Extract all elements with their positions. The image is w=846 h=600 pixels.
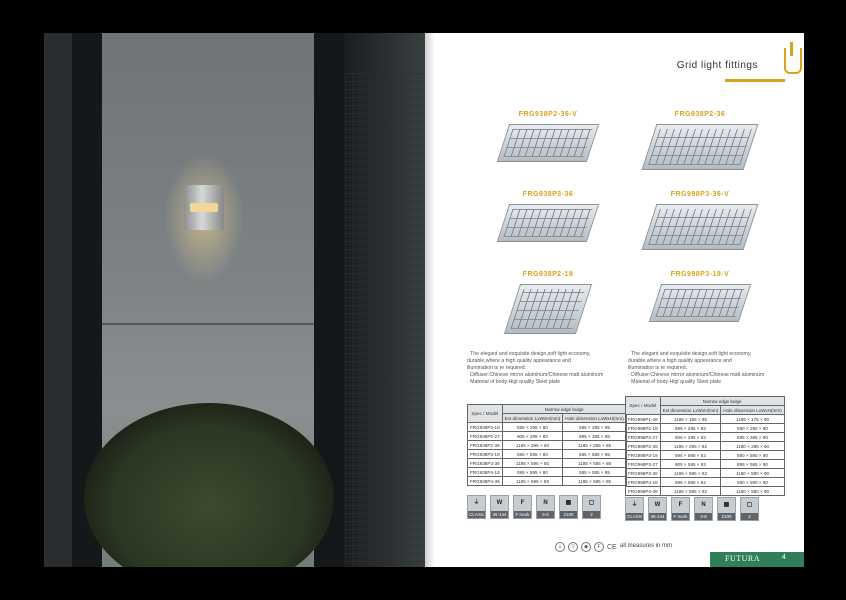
package-icon: ▢ 2 — [582, 495, 601, 519]
desc-line: · Material of body:Higt quality Steel plate — [467, 379, 561, 385]
ground-icon: ⏚ CLASS I — [467, 495, 486, 519]
wall-lamp — [184, 185, 224, 230]
fixture-image — [497, 204, 599, 242]
triangle-mark-icon: ▽ — [568, 542, 578, 552]
catalog-spread — [44, 33, 804, 567]
description-right — [628, 351, 788, 386]
desc-line: illumination is re required. — [628, 365, 688, 371]
product-card — [625, 111, 775, 170]
desc-line: durable,where a high quality appearance and — [467, 358, 571, 364]
fixture-image — [642, 124, 759, 170]
spec-icons-right — [625, 497, 759, 526]
fixture-image — [649, 284, 751, 322]
page-gutter — [425, 33, 435, 567]
title-underline — [725, 79, 785, 82]
product-name: FRG938P2-36 — [674, 111, 726, 118]
desc-line: · Material of body:Higt quality Steel plate — [628, 379, 722, 385]
fixture-image — [504, 284, 592, 334]
section-title: Grid light fittings — [676, 60, 758, 71]
desc-line: · Diffuser:Chinese mirror aluminum/Chinese matt aluminum — [467, 372, 604, 378]
table-row: FRG998P2-27 905 × 295 × 82 895 × 285 × 90 — [626, 433, 785, 442]
wattage-icon: W 36-144 — [490, 495, 509, 519]
table-caption: Narrow edge bulge — [502, 405, 626, 414]
product-card — [625, 271, 775, 322]
desc-line: · The elegant and exquisite design,soft light economy, — [467, 351, 591, 357]
product-name: FRG938P2-36-V — [518, 111, 578, 118]
f-mark-icon: F F mark — [671, 497, 690, 521]
table-row: FRG938P2-18 595 × 295 × 80 585 × 285 × 85 — [468, 423, 627, 432]
desc-line: · Diffuser:Chinese mirror aluminum/Chinese matt aluminum — [628, 372, 765, 378]
col-header: Hole dimension LxWxH(mm) — [721, 406, 784, 415]
spec-header: Spec / Model — [468, 405, 503, 423]
table-row: FRG998P2-18 595 × 295 × 82 580 × 280 × 90 — [626, 424, 785, 433]
col-header: Hole dimension LxWxH(mm) — [563, 414, 626, 423]
desc-line: · The elegant and exquisite design,soft light economy, — [628, 351, 752, 357]
table-row: FRG998P2-36 1195 × 295 × 82 1180 × 285 × 90 — [626, 442, 785, 451]
f-mark-icon: F F mark — [513, 495, 532, 519]
table-row: FRG938P4-18 595 × 595 × 80 585 × 585 × 85 — [468, 468, 627, 477]
table-row: FRG998P3-36 1195 × 595 × 82 1180 × 580 × 90 — [626, 469, 785, 478]
louver — [648, 209, 752, 245]
table-row: FRG998P4-36 1195 × 595 × 82 1180 × 580 × 90 — [626, 487, 785, 496]
product-name: FRG998P3-18-V — [670, 271, 730, 278]
page-number: 4 — [782, 554, 786, 561]
spec-table-right — [625, 396, 785, 496]
table-row: FRG938P4-36 1195 × 595 × 80 1185 × 585 × 85 — [468, 477, 627, 486]
table-row: FRG998P4-18 595 × 595 × 82 580 × 580 × 90 — [626, 478, 785, 487]
desc-line: durable,where a high quality appearance and — [628, 358, 732, 364]
brand-name: FUTURA — [725, 554, 761, 563]
table-row: FRG938P2-36 1195 × 295 × 80 1185 × 285 × 85 — [468, 441, 627, 450]
weight-icon: N 5-8 — [536, 495, 555, 519]
wall-lamp-photo — [44, 33, 425, 567]
spec-icons-left — [467, 495, 601, 524]
ce-mark-icon: CE — [607, 543, 617, 551]
barcode-icon: ▦ 2100 — [559, 495, 578, 519]
f-mark-icon: F — [594, 542, 604, 552]
barcode-icon: ▦ 2100 — [717, 497, 736, 521]
louver — [648, 129, 752, 165]
table-row: FRG998P3-27 905 × 595 × 82 895 × 585 × 90 — [626, 460, 785, 469]
louver — [503, 209, 592, 237]
package-icon: ▢ 2 — [740, 497, 759, 521]
table-row: FRG998P1-36 1195 × 185 × 95 1185 × 175 × 90 — [626, 415, 785, 424]
product-card — [473, 111, 623, 162]
ground-icon: ⏚ CLASS I — [625, 497, 644, 521]
table-row: FRG998P3-18 595 × 595 × 82 580 × 580 × 90 — [626, 451, 785, 460]
louver — [655, 289, 744, 317]
measures-note: all measures in mm — [620, 543, 673, 549]
product-name: FRG998P3-36-V — [670, 191, 730, 198]
window-grid — [345, 73, 425, 567]
col-header: Ext dimension LxWxH(mm) — [660, 406, 721, 415]
product-card — [625, 191, 775, 250]
table-row: FRG938P2-27 905 × 295 × 80 895 × 285 × 85 — [468, 432, 627, 441]
diamond-mark-icon: ◆ — [581, 542, 591, 552]
louver — [503, 129, 592, 157]
wall-seam — [102, 323, 314, 325]
product-page — [425, 33, 804, 567]
fixture-image — [497, 124, 599, 162]
col-header: Ext dimension LxWxH(mm) — [502, 414, 563, 423]
desc-line: illumination is re required. — [467, 365, 527, 371]
ground-mark-icon: ⏚ — [555, 542, 565, 552]
lamp-lens — [190, 203, 218, 212]
table-caption: Narrow edge bulge — [660, 397, 784, 406]
fixture-image — [642, 204, 759, 250]
spec-table-left — [467, 404, 627, 486]
product-name: FRG938P3-36 — [522, 191, 574, 198]
weight-icon: N 3-8 — [694, 497, 713, 521]
product-name: FRG938P2-18 — [522, 271, 574, 278]
table-row: FRG938P3-36 1195 × 595 × 80 1185 × 585 × 85 — [468, 459, 627, 468]
wattage-icon: W 36-144 — [648, 497, 667, 521]
lamp-logo-icon — [784, 48, 802, 74]
table-row: FRG938P3-18 595 × 595 × 80 585 × 585 × 85 — [468, 450, 627, 459]
description-left — [467, 351, 627, 386]
product-card — [473, 191, 623, 242]
product-card — [473, 271, 623, 334]
spec-header: Spec / Model — [626, 397, 661, 415]
certification-marks — [555, 542, 617, 552]
louver — [511, 289, 586, 329]
